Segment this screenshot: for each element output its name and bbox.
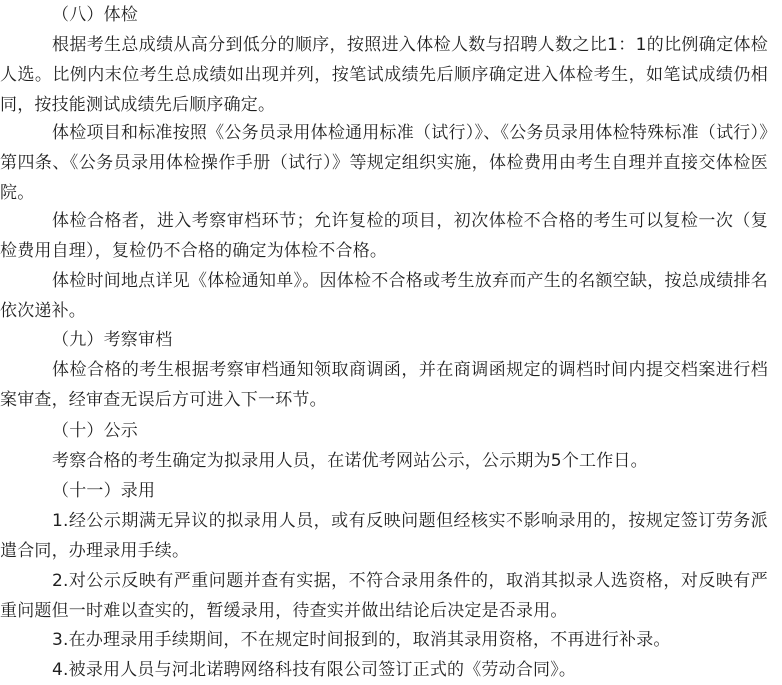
section-heading-review: （九）考察审档 — [52, 330, 173, 350]
paragraph-exam-standards: 体检项目和标准按照《公务员录用体检通用标准（试行）》、《公务员录用体检特殊标准（试行）》第四条、《公务员录用体检操作手册（试行）》等规定组织实施，体检费用由考生自理并直接交体检医院。 — [0, 123, 768, 203]
paragraph-publicity-period: 考察合格的考生确定为拟录用人员，在诺优考网站公示，公示期为5个工作日。 — [52, 451, 648, 471]
paragraph-exam-recheck: 体检合格者，进入考察审档环节；允许复检的项目，初次体检不合格的考生可以复检一次（复检费用自理），复检仍不合格的确定为体检不合格。 — [0, 211, 768, 261]
section-heading-physical-exam: （八）体检 — [52, 5, 138, 25]
paragraph-hiring-item-2: 2.对公示反映有严重问题并查有实据，不符合录用条件的，取消其拟录人选资格，对反映有严重问题但一时难以查实的，暂缓录用，待查实并做出结论后决定是否录用。 — [0, 571, 768, 621]
paragraph-exam-notice: 体检时间地点详见《体检通知单》。因体检不合格或考生放弃而产生的名额空缺，按总成绩排名依次递补。 — [0, 271, 768, 321]
paragraph-hiring-item-3: 3.在办理录用手续期间，不在规定时间报到的，取消其录用资格，不再进行补录。 — [52, 630, 671, 650]
section-heading-hiring: （十一）录用 — [52, 481, 156, 501]
paragraph-hiring-item-4: 4.被录用人员与河北诺聘网络科技有限公司签订正式的《劳动合同》。 — [52, 660, 577, 680]
paragraph-hiring-item-1: 1.经公示期满无异议的拟录用人员，或有反映问题但经核实不影响录用的，按规定签订劳务派遣合同，办理录用手续。 — [0, 511, 768, 561]
paragraph-review-archive: 体检合格的考生根据考察审档通知领取商调函，并在商调函规定的调档时间内提交档案进行档案审查，经审查无误后方可进入下一环节。 — [0, 360, 768, 410]
section-heading-publicity: （十）公示 — [52, 421, 138, 441]
paragraph-exam-selection: 根据考生总成绩从高分到低分的顺序，按照进入体检人数与招聘人数之比1：1的比例确定体检人选。比例内末位考生总成绩如出现并列，按笔试成绩先后顺序确定进入体检考生，如笔试成绩仍相同，按技能测试成绩先后顺序确定。 — [0, 35, 768, 115]
